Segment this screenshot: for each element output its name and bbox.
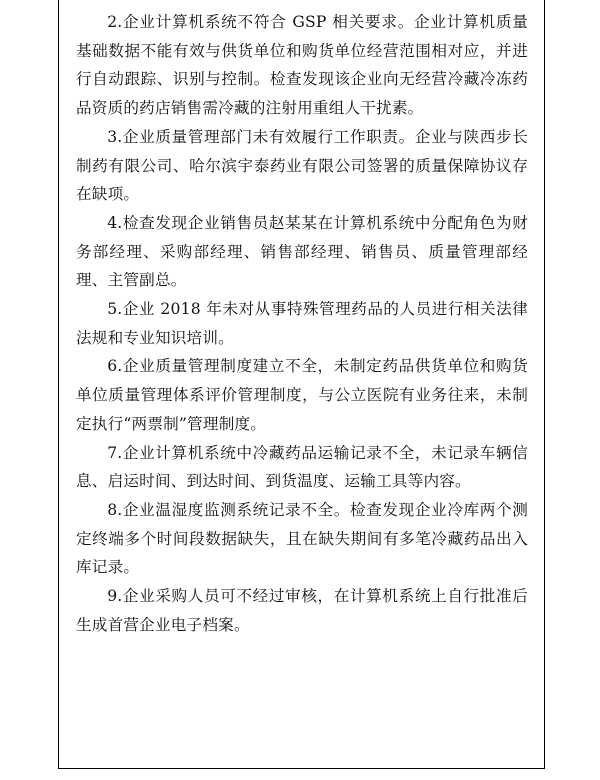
finding-item-6: 6.企业质量管理制度建立不全，未制定药品供货单位和购货单位质量管理体系评价管理制度，与公立医院有业务往来，未制定执行“两票制”管理制度。 [76, 357, 528, 433]
finding-item-4: 4.检查发现企业销售员赵某某在计算机系统中分配角色为财务部经理、采购部经理、销售部经理、销售员、质量管理部经理、主管副总。 [76, 213, 528, 290]
finding-item-5: 5.企业 2018 年未对从事特殊管理药品的人员进行相关法律法规和专业知识培训。 [76, 300, 528, 347]
finding-item-3: 3.企业质量管理部门未有效履行工作职责。企业与陕西步长制药有限公司、哈尔滨宇泰药业有限公司签署的质量保障协议存在缺项。 [76, 127, 528, 204]
finding-item-8: 8.企业温湿度监测系统记录不全。检查发现企业冷库两个测定终端多个时间段数据缺失，且在缺失期间有多笔冷藏药品出入库记录。 [76, 500, 528, 577]
finding-item-9: 9.企业采购人员可不经过审核，在计算机系统上自行批准后生成首营企业电子档案。 [76, 587, 528, 634]
findings-list [76, 8, 528, 639]
finding-item-2: 2.企业计算机系统不符合 GSP 相关要求。企业计算机质量基础数据不能有效与供货单位和购货单位经营范围相对应，并进行自动跟踪、识别与控制。检查发现该企业向无经营冷藏冷冻药品资质的药店销售需冷藏的注射用重组人干扰素。 [76, 13, 528, 118]
finding-item-7: 7.企业计算机系统中冷藏药品运输记录不全，未记录车辆信息、启运时间、到达时间、到货温度、运输工具等内容。 [76, 443, 528, 491]
